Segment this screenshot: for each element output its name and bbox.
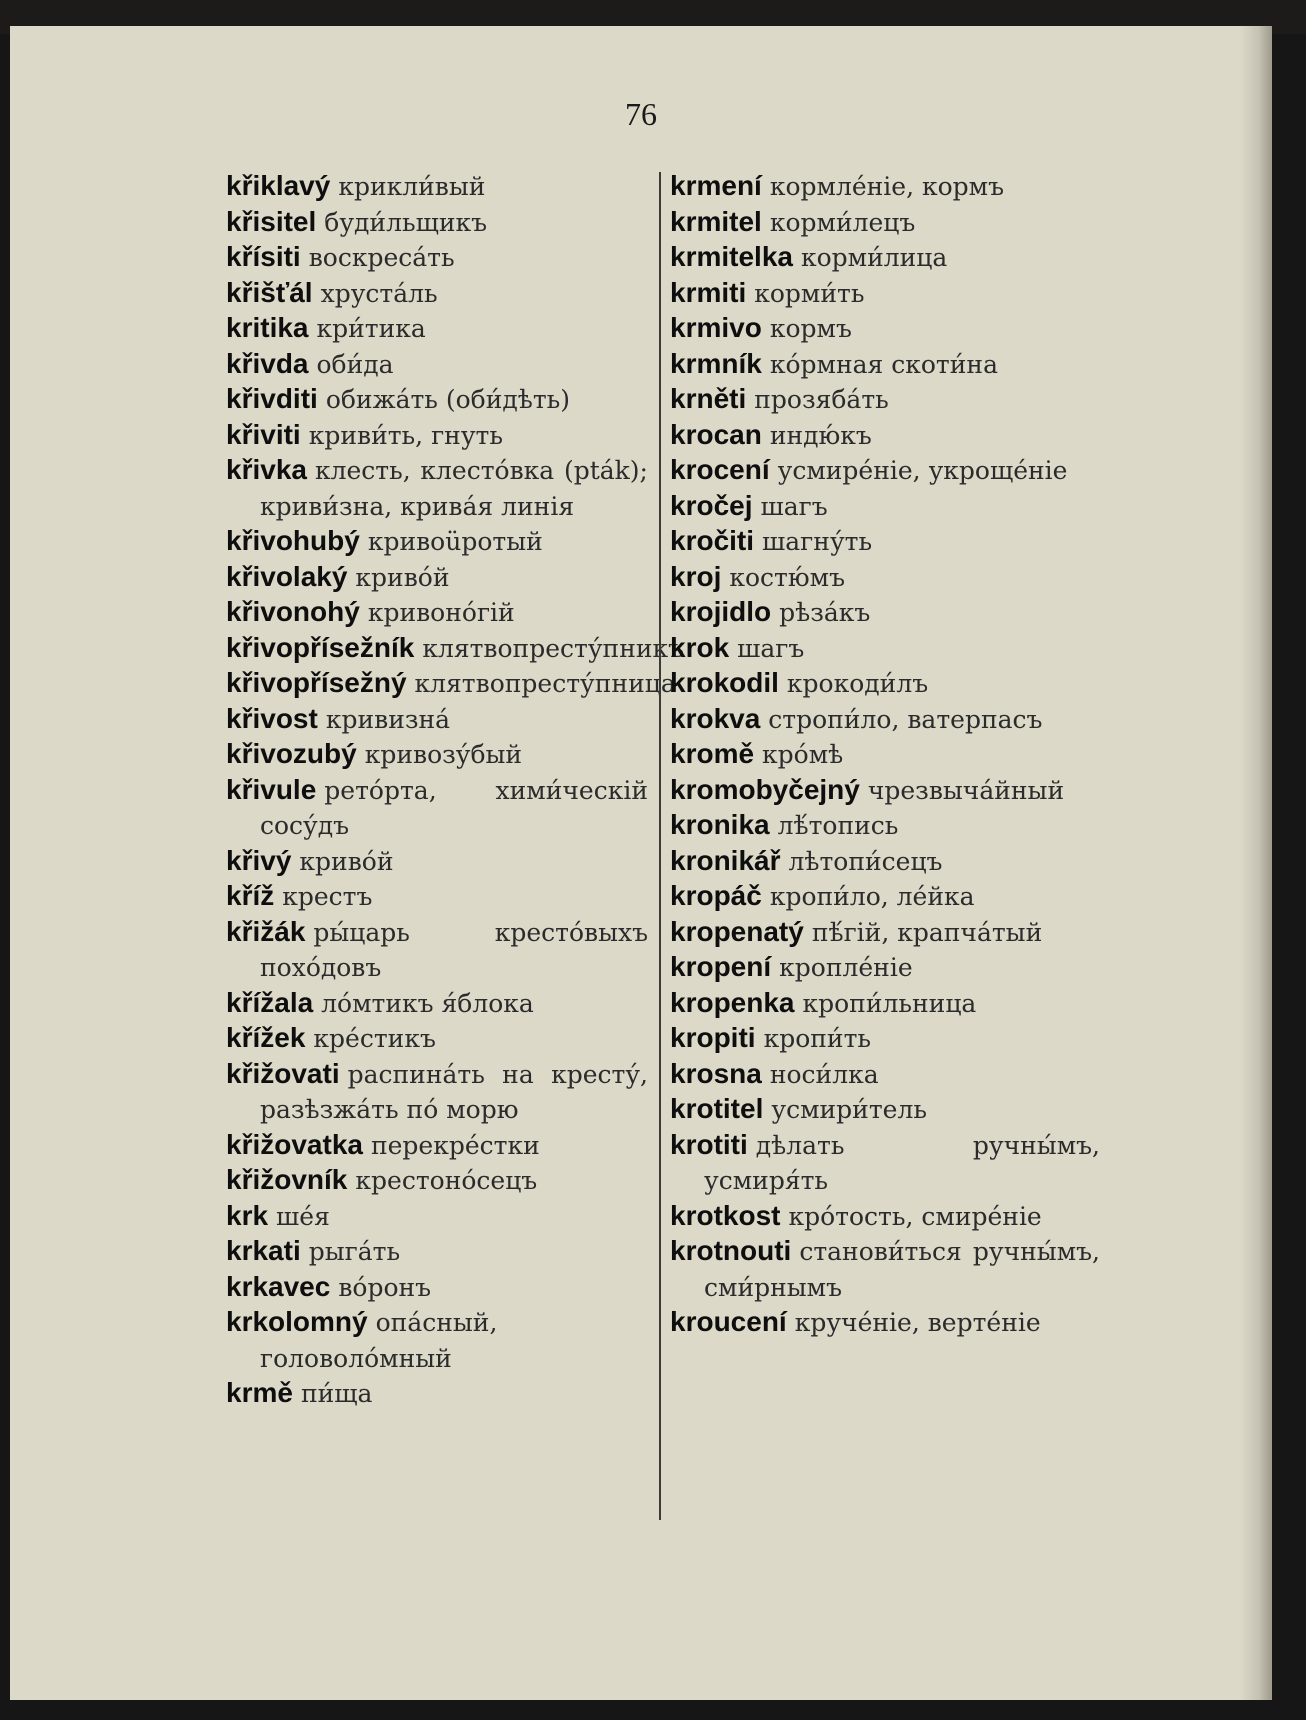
definition: ры́царь кресто́выхъ похо́довъ: [260, 917, 648, 982]
headword: krokva: [670, 702, 761, 734]
headword: křivolaký: [226, 560, 348, 592]
headword: kříž: [226, 880, 275, 911]
definition: клесть, клесто́вка (pták); криви́зна, крива́я линія: [260, 456, 648, 521]
dictionary-entry: [670, 737, 1100, 773]
headword: křísiti: [226, 241, 301, 272]
headword: krocan: [670, 418, 762, 450]
dictionary-entry: [670, 986, 1100, 1022]
definition: криво́й: [299, 846, 394, 876]
dictionary-entry: [226, 986, 648, 1022]
headword: krotitel: [670, 1093, 764, 1124]
dictionary-entry: [670, 205, 1100, 241]
definition: кормъ: [769, 314, 852, 343]
headword: krkolomný: [226, 1306, 368, 1337]
definition: крестъ: [282, 882, 373, 911]
headword: krojidlo: [670, 596, 772, 627]
definition: прозяба́ть: [754, 385, 889, 414]
definition: воскреса́ть: [308, 243, 455, 272]
definition: крикли́вый: [338, 172, 486, 201]
definition: кре́стикъ: [313, 1024, 436, 1053]
headword: kromě: [670, 738, 755, 769]
dictionary-entry: [226, 1021, 648, 1057]
headword: křivka: [226, 454, 307, 485]
dictionary-entry: [670, 489, 1100, 525]
left-column: [226, 169, 685, 1412]
headword: krněti: [670, 383, 747, 414]
definition: корми́ть: [754, 278, 865, 308]
definition: криво́й: [355, 562, 450, 592]
headword: křivonohý: [226, 596, 360, 627]
headword: kročej: [670, 489, 753, 521]
dictionary-entry: [226, 1305, 648, 1376]
headword: kropiti: [670, 1022, 756, 1053]
definition: во́ронъ: [338, 1272, 432, 1302]
definition: круче́ніе, верте́ніе: [794, 1308, 1041, 1337]
headword: kritika: [226, 312, 309, 343]
dictionary-entry: [226, 631, 685, 667]
headword: krmitel: [670, 205, 762, 237]
headword: křivozubý: [226, 738, 357, 769]
definition: корми́лецъ: [769, 207, 916, 237]
definition: ко́рмная скоти́на: [769, 349, 998, 379]
headword: kroj: [670, 560, 722, 592]
page-shadow: [1240, 26, 1258, 1700]
definition: крестоно́сецъ: [355, 1166, 538, 1195]
headword: kronikář: [670, 844, 781, 876]
dictionary-entry: [670, 1234, 1100, 1305]
definition: станови́ться ручны́мъ, сми́рнымъ: [704, 1237, 1100, 1302]
dictionary-entry: [670, 1021, 1100, 1057]
definition: лѣ́топись: [777, 811, 899, 840]
definition: кро́мѣ: [762, 740, 844, 769]
definition: клятвопресту́пникъ: [422, 633, 685, 663]
dictionary-entry: [226, 879, 648, 915]
dictionary-entry: [226, 453, 648, 524]
definition: пи́ща: [300, 1379, 373, 1408]
headword: křišťál: [226, 276, 313, 308]
dictionary-entry: [670, 879, 1100, 915]
headword: kropenka: [670, 986, 795, 1018]
dictionary-entry: [226, 240, 648, 276]
definition: рето́рта, хими́ческій сосу́дъ: [260, 775, 648, 840]
dictionary-entry: [670, 347, 1100, 383]
dictionary-entry: [670, 1128, 1100, 1199]
definition: индю́къ: [769, 420, 872, 450]
headword: krotnouti: [670, 1235, 792, 1266]
dictionary-entry: [226, 595, 648, 631]
headword: krk: [226, 1199, 269, 1231]
headword: křížala: [226, 986, 314, 1018]
definition: носи́лка: [769, 1059, 879, 1089]
definition: дѣлать ручны́мъ, усмиря́ть: [704, 1130, 1100, 1195]
dictionary-entry: [670, 950, 1100, 986]
definition: рыга́ть: [308, 1237, 401, 1266]
definition: перекре́стки: [370, 1130, 540, 1160]
definition: кропи́ть: [763, 1024, 872, 1053]
definition: кривоüротый: [367, 527, 543, 556]
definition: шагну́ть: [762, 527, 873, 556]
dictionary-entry: [670, 631, 1100, 667]
headword: křivule: [226, 773, 317, 805]
definition: усмире́ніе, укроще́ніе: [777, 456, 1068, 485]
definition: лѣтопи́сецъ: [788, 846, 943, 876]
headword: krok: [670, 631, 730, 663]
headword: krokodil: [670, 667, 779, 698]
headword: kronika: [670, 809, 770, 840]
dictionary-entry: [226, 844, 648, 880]
definition: корми́лица: [800, 243, 948, 272]
dictionary-entry: [670, 240, 1100, 276]
headword: křisitel: [226, 205, 317, 237]
definition: кропле́ніе: [779, 953, 913, 982]
headword: kročiti: [670, 525, 755, 556]
headword: krmivo: [670, 312, 762, 343]
headword: kropáč: [670, 880, 762, 911]
dictionary-entry: [670, 1199, 1100, 1235]
dictionary-entry: [670, 808, 1100, 844]
headword: křivditi: [226, 383, 318, 414]
dictionary-entry: [670, 1057, 1100, 1093]
definition: оби́да: [316, 349, 394, 379]
headword: krmiti: [670, 276, 747, 308]
dictionary-entry: [670, 453, 1100, 489]
right-column: [670, 169, 1100, 1341]
dictionary-entry: [670, 276, 1100, 312]
definition: кормле́ніе, кормъ: [769, 172, 1005, 201]
dictionary-entry: [670, 169, 1100, 205]
headword: křivopřísežník: [226, 631, 415, 663]
definition: ло́мтикъ я́блока: [321, 988, 534, 1018]
dictionary-entry: [226, 276, 648, 312]
page-number: 76: [625, 96, 657, 132]
dictionary-entry: [226, 382, 648, 418]
definition: стропи́ло, ватерпасъ: [768, 704, 1043, 734]
definition: буди́льщикъ: [324, 207, 488, 237]
headword: krkavec: [226, 1270, 331, 1302]
headword: krmitelka: [670, 241, 793, 272]
dictionary-entry: [226, 915, 648, 986]
headword: křivý: [226, 844, 292, 876]
headword: křiklavý: [226, 170, 331, 201]
dictionary-entry: [226, 773, 648, 844]
dictionary-entry: [226, 1234, 648, 1270]
headword: krotiti: [670, 1128, 748, 1160]
definition: ше́я: [276, 1201, 330, 1231]
headword: kropenatý: [670, 915, 804, 947]
headword: krotkost: [670, 1199, 781, 1231]
headword: krmení: [670, 170, 762, 201]
dictionary-entry: [670, 915, 1100, 951]
definition: кропи́ло, ле́йка: [769, 882, 975, 911]
definition: костю́мъ: [729, 562, 845, 592]
headword: kropení: [670, 951, 772, 982]
dictionary-entry: [670, 418, 1100, 454]
definition: пѣ́гій, крапча́тый: [811, 917, 1043, 947]
dictionary-entry: [226, 1057, 648, 1128]
dictionary-entry: [670, 595, 1100, 631]
dictionary-entry: [670, 382, 1100, 418]
dictionary-entry: [670, 524, 1100, 560]
definition: кро́тость, смире́ніе: [788, 1201, 1042, 1231]
dictionary-entry: [670, 560, 1100, 596]
headword: krocení: [670, 454, 770, 485]
definition: обижа́ть (оби́дѣть): [325, 385, 571, 414]
definition: кривизна́: [325, 704, 451, 734]
dictionary-entry: [670, 773, 1100, 809]
definition: хруста́ль: [320, 278, 438, 308]
dictionary-entry: [226, 524, 648, 560]
definition: кривоно́гій: [367, 598, 515, 627]
dictionary-entry: [226, 169, 648, 205]
dictionary-entry: [226, 702, 648, 738]
headword: krmě: [226, 1377, 293, 1408]
dictionary-entry: [670, 844, 1100, 880]
headword: křižovatka: [226, 1128, 363, 1160]
definition: опа́сный, головоло́мный: [260, 1308, 498, 1373]
definition: усмири́тель: [771, 1095, 927, 1124]
definition: криви́ть, гнуть: [308, 420, 503, 450]
headword: křížek: [226, 1022, 306, 1053]
headword: křižovník: [226, 1164, 348, 1195]
headword: krosna: [670, 1057, 762, 1089]
definition: клятвопресту́пница: [414, 669, 676, 698]
dictionary-entry: [226, 418, 648, 454]
dictionary-entry: [226, 311, 648, 347]
definition: шагъ: [737, 633, 805, 663]
definition: кривозу́бый: [364, 740, 523, 769]
definition: крокоди́лъ: [786, 669, 929, 698]
definition: чрезвыча́йный: [867, 775, 1065, 805]
headword: křivost: [226, 702, 318, 734]
dictionary-entry: [226, 1199, 648, 1235]
definition: кри́тика: [316, 314, 426, 343]
headword: kromobyčejný: [670, 773, 860, 805]
headword: křižák: [226, 915, 306, 947]
dictionary-entry: [670, 311, 1100, 347]
definition: распина́ть на кресту́, разѣзжа́ть по́ морю: [260, 1059, 648, 1124]
dictionary-entry: [226, 1376, 648, 1412]
headword: křivda: [226, 347, 309, 379]
dictionary-entry: [226, 737, 648, 773]
dictionary-entry: [226, 666, 676, 702]
headword: křižovati: [226, 1057, 340, 1089]
dictionary-entry: [670, 666, 1100, 702]
dictionary-entry: [226, 560, 648, 596]
headword: křivopřísežný: [226, 667, 407, 698]
dictionary-entry: [226, 1270, 648, 1306]
definition: рѣза́къ: [779, 598, 871, 627]
dictionary-entry: [670, 1305, 1100, 1341]
dictionary-entry: [670, 1092, 1100, 1128]
dictionary-entry: [226, 1163, 648, 1199]
page-edge: [1258, 26, 1272, 1700]
dictionary-entry: [226, 347, 648, 383]
dictionary-entry: [226, 205, 648, 241]
column-divider: [659, 172, 661, 1520]
headword: krkati: [226, 1235, 301, 1266]
dictionary-entry: [226, 1128, 648, 1164]
definition: шагъ: [760, 491, 828, 521]
headword: krmník: [670, 347, 762, 379]
dictionary-entry: [670, 702, 1100, 738]
headword: křiviti: [226, 418, 301, 450]
headword: kroucení: [670, 1306, 787, 1337]
definition: кропи́льница: [802, 988, 977, 1018]
headword: křivohubý: [226, 525, 360, 556]
